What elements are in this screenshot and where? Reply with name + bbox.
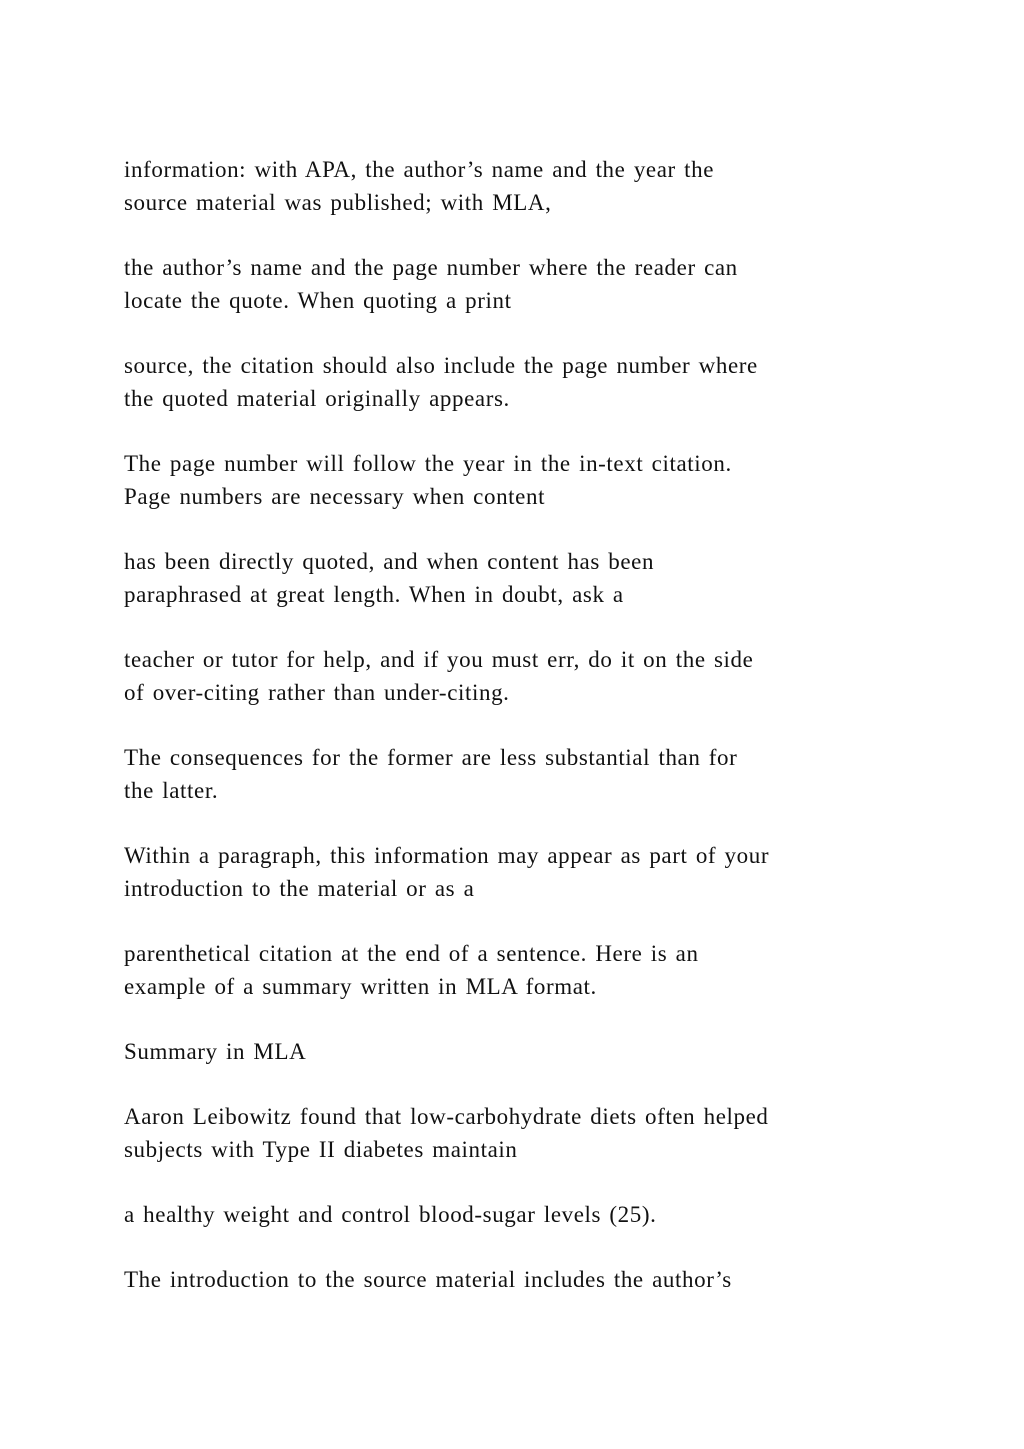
- paragraph: [124, 1263, 924, 1296]
- paragraph: [124, 545, 924, 611]
- document-body: [124, 153, 924, 1328]
- paragraph: [124, 251, 924, 317]
- text-line: parenthetical citation at the end of a sentence. Here is an: [124, 941, 699, 966]
- text-line: locate the quote. When quoting a print: [124, 288, 512, 313]
- text-line: the latter.: [124, 778, 219, 803]
- text-line: paraphrased at great length. When in doubt, ask a: [124, 582, 624, 607]
- paragraph: [124, 1198, 924, 1231]
- text-line: Aaron Leibowitz found that low-carbohydrate diets often helped: [124, 1104, 769, 1129]
- paragraph: [124, 937, 924, 1003]
- paragraph: [124, 741, 924, 807]
- text-line: has been directly quoted, and when content has been: [124, 549, 655, 574]
- section-heading: [124, 1035, 924, 1068]
- text-line: a healthy weight and control blood-sugar levels (25).: [124, 1202, 657, 1227]
- text-line: of over-citing rather than under-citing.: [124, 680, 510, 705]
- paragraph: [124, 839, 924, 905]
- text-line: the author’s name and the page number where the reader can: [124, 255, 738, 280]
- text-line: The page number will follow the year in the in-text citation.: [124, 451, 732, 476]
- paragraph: [124, 447, 924, 513]
- text-line: Summary in MLA: [124, 1039, 307, 1064]
- text-line: The introduction to the source material includes the author’s: [124, 1267, 732, 1292]
- text-line: example of a summary written in MLA format.: [124, 974, 597, 999]
- text-line: The consequences for the former are less substantial than for: [124, 745, 738, 770]
- paragraph: [124, 349, 924, 415]
- text-line: teacher or tutor for help, and if you must err, do it on the side: [124, 647, 754, 672]
- paragraph: [124, 1100, 924, 1166]
- paragraph: [124, 643, 924, 709]
- text-line: source material was published; with MLA,: [124, 190, 552, 215]
- text-line: Within a paragraph, this information may appear as part of your: [124, 843, 770, 868]
- text-line: subjects with Type II diabetes maintain: [124, 1137, 518, 1162]
- text-line: Page numbers are necessary when content: [124, 484, 546, 509]
- paragraph: [124, 153, 924, 219]
- text-line: source, the citation should also include the page number where: [124, 353, 758, 378]
- text-line: information: with APA, the author’s name and the year the: [124, 157, 715, 182]
- text-line: introduction to the material or as a: [124, 876, 475, 901]
- text-line: the quoted material originally appears.: [124, 386, 510, 411]
